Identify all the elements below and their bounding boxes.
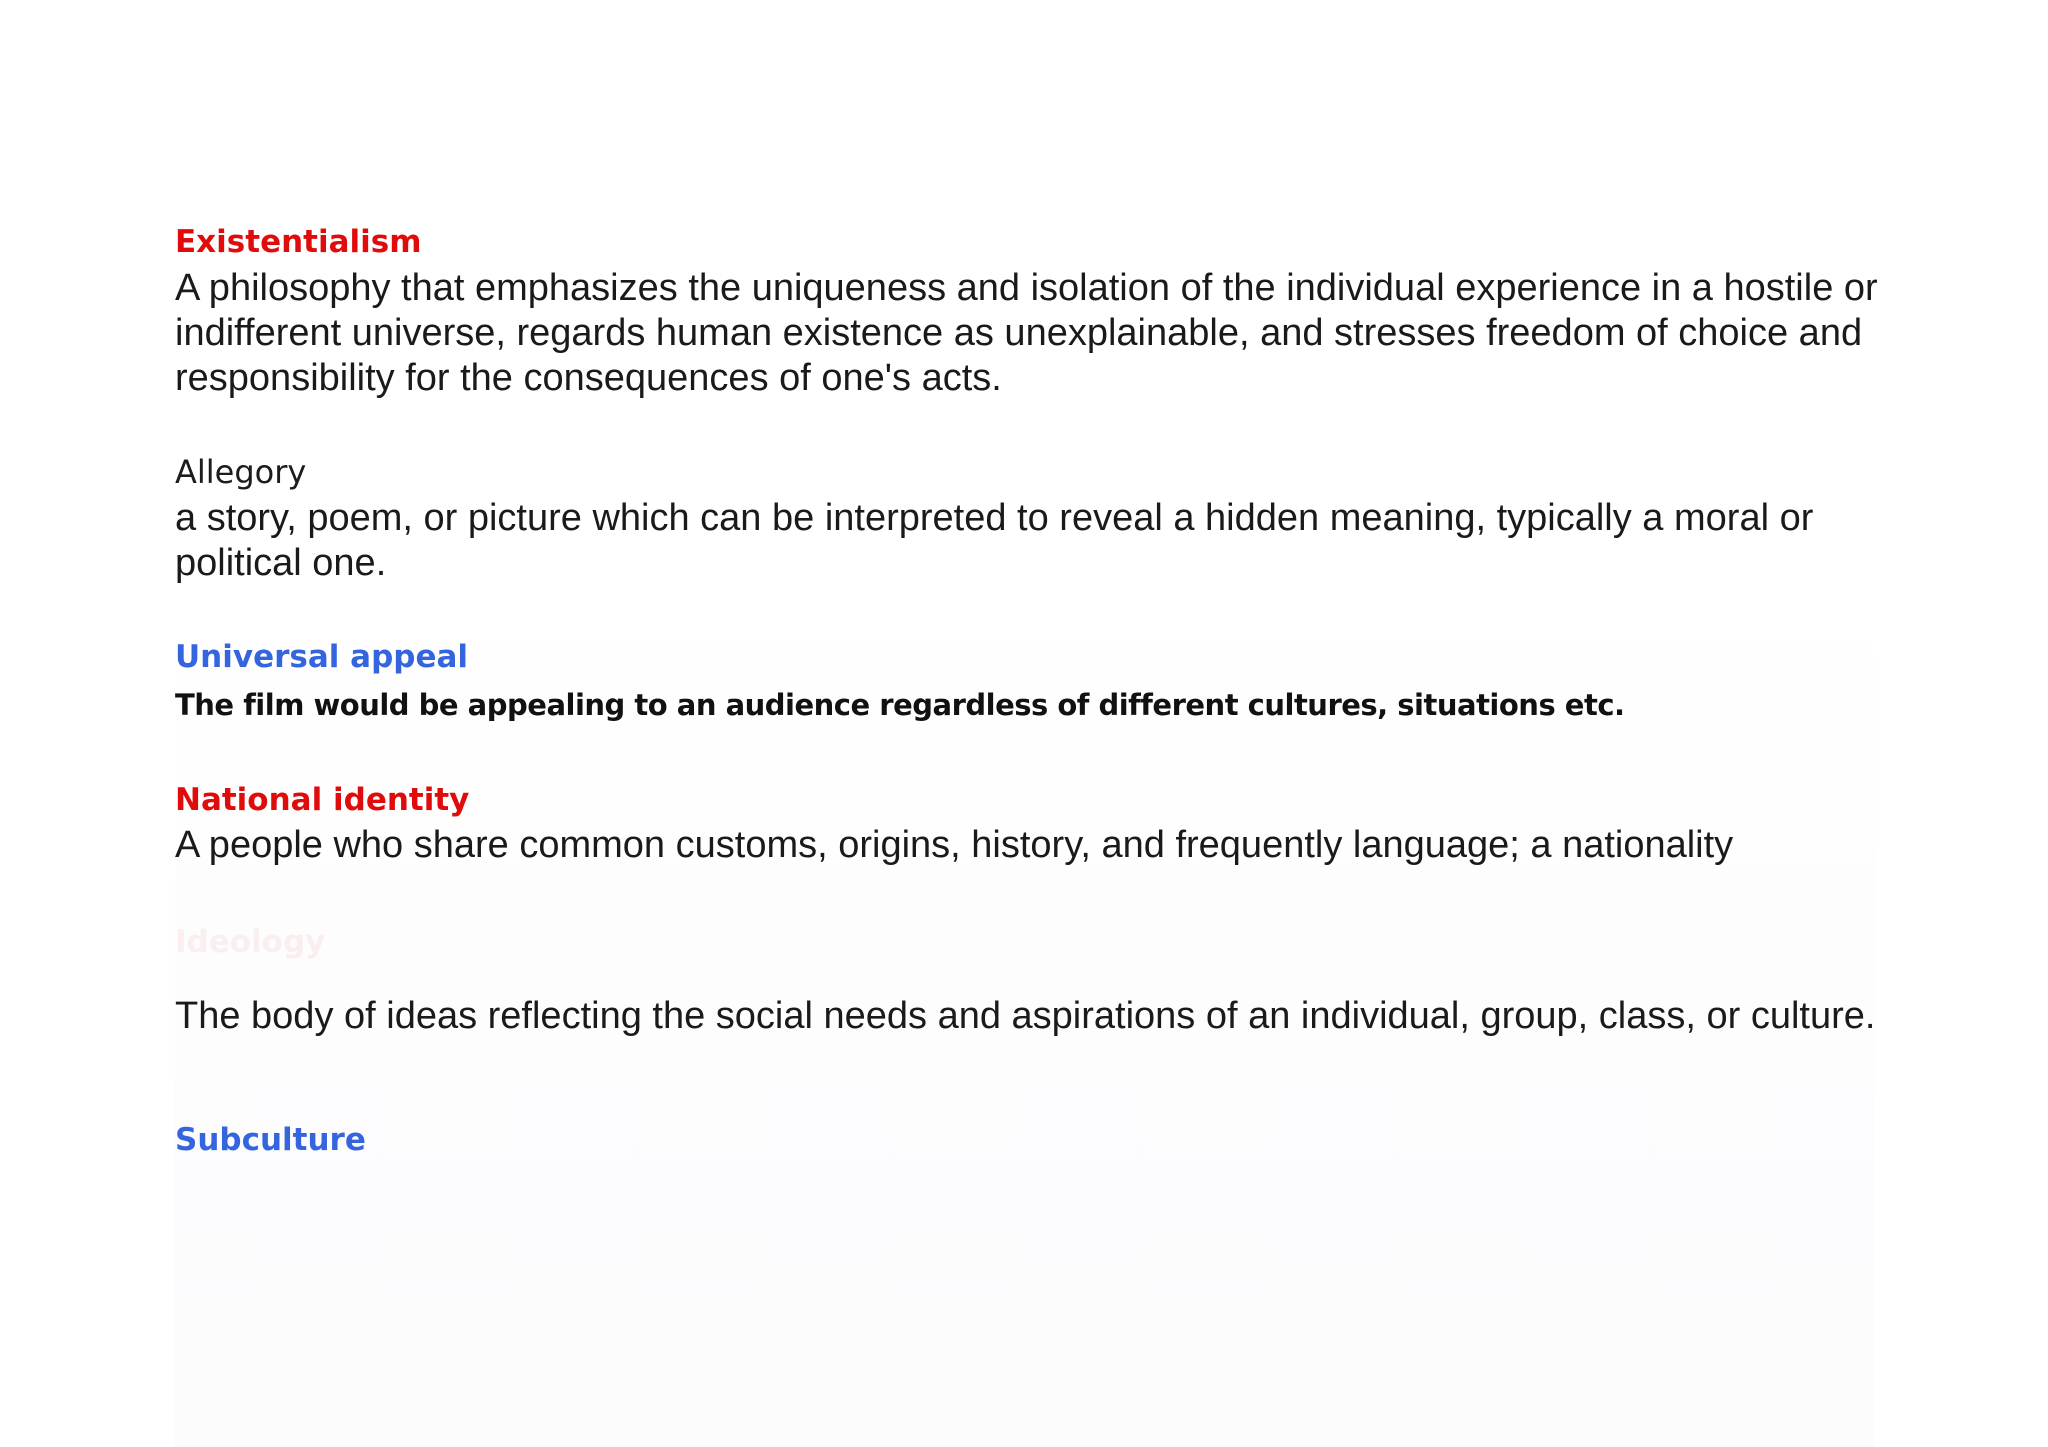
- term-allegory: Allegory: [175, 453, 307, 491]
- term-universal-appeal: Universal appeal: [175, 639, 469, 675]
- term-subculture: Subculture: [175, 1122, 366, 1158]
- definition-allegory: a story, poem, or picture which can be interpreted to reveal a hidden meaning, typically a moral or political one.: [175, 497, 1814, 584]
- term-existentialism: Existentialism: [175, 224, 422, 260]
- definition-universal-appeal: The film would be appealing to an audience regardless of different cultures, situations etc.: [175, 688, 1625, 722]
- term-national-identity: National identity: [175, 782, 470, 818]
- term-ideology: Ideology: [175, 924, 326, 960]
- definition-ideology: The body of ideas reflecting the social needs and aspirations of an individual, group, class, or culture.: [175, 995, 1876, 1037]
- definition-national-identity: A people who share common customs, origins, history, and frequently language; a nationality: [175, 824, 1734, 866]
- definition-existentialism: A philosophy that emphasizes the uniqueness and isolation of the individual experience in a hostile or indifferent universe, regards human existence as unexplainable, and stresses freedom of choice and responsibility for the consequences of one's acts.: [175, 267, 1878, 399]
